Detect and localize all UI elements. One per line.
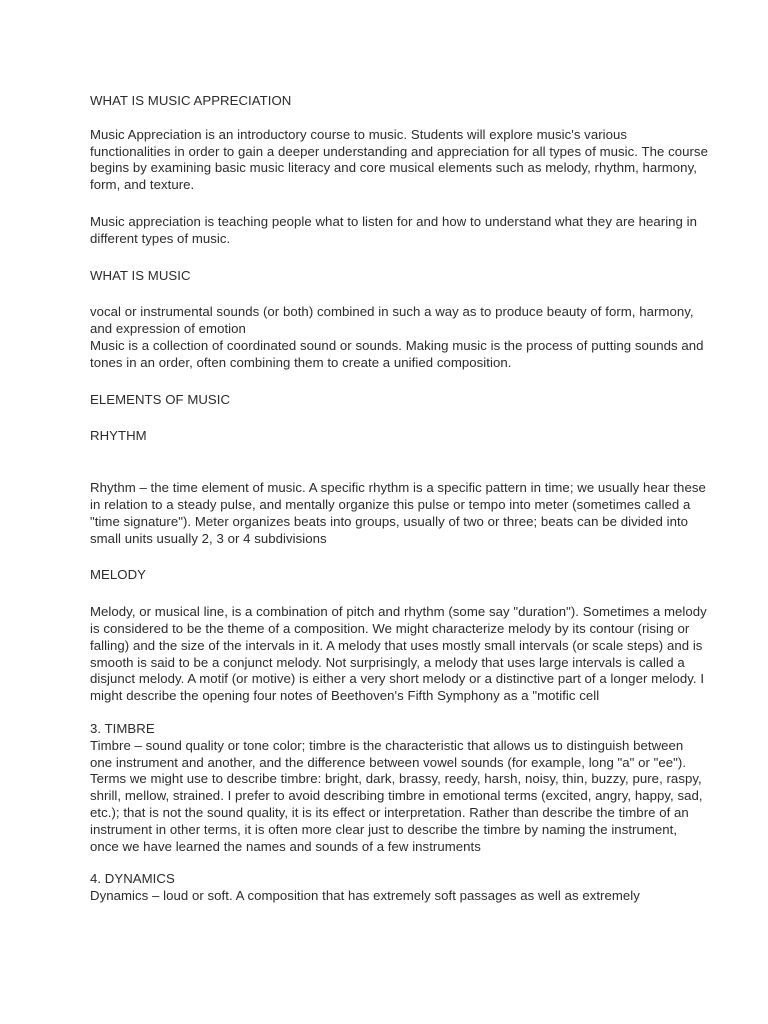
section-heading-rhythm: RHYTHM (90, 428, 147, 444)
section-heading-what-is-music: WHAT IS MUSIC (90, 267, 191, 283)
intro-paragraph-1: Music Appreciation is an introductory course to music. Students will explore music's various functionalities in order to gain a deeper understanding and appreciation for all types of music. The course begins by examining basic music literacy and core musical elements such as melody, rhythm, harmony, form, and texture. (90, 126, 708, 193)
music-definition-1: vocal or instrumental sounds (or both) combined in such a way as to produce beauty of form, harmony, and expression of emotion (90, 304, 694, 337)
section-heading-dynamics: 4. DYNAMICS (90, 871, 175, 887)
section-heading-melody: MELODY (90, 567, 146, 583)
timbre-paragraph: Timbre – sound quality or tone color; timbre is the characteristic that allows us to distinguish between one instrument and another, and the difference between vowel sounds (for example, long "a" or "ee"). Terms we might use to describe timbre: bright, dark, brassy, reedy, harsh, noisy, thin, buzzy, pure, raspy, shrill, mellow, strained. I prefer to avoid describing timbre in emotional terms (excited, angry, happy, sad, etc.); that is not the sound quality, it is its effect or interpretation. Rather than describe the timbre of an instrument in other terms, it is often more clear just to describe the timbre by naming the instrument, once we have learned the names and sounds of a few instruments (90, 737, 703, 854)
melody-paragraph: Melody, or musical line, is a combination of pitch and rhythm (some say "duration"). Sometimes a melody is considered to be the theme of a composition. We might characterize melody by its contour (rising or falling) and the size of the intervals in it. A melody that uses mostly small intervals (or scale steps) and is smooth is said to be a conjunct melody. Not surprisingly, a melody that uses large intervals is called a disjunct melody. A motif (or motive) is either a very short melody or a distinctive part of a longer melody. I might describe the opening four notes of Beethoven's Fifth Symphony as a "motific cell (90, 604, 707, 704)
rhythm-paragraph: Rhythm – the time element of music. A specific rhythm is a specific pattern in time; we usually hear these in relation to a steady pulse, and mentally organize this pulse or tempo into meter (sometimes called a "time signature"). Meter organizes beats into groups, usually of two or three; beats can be divided into small units usually 2, 3 or 4 subdivisions (90, 480, 706, 546)
section-heading-timbre: 3. TIMBRE (90, 720, 155, 736)
document-title: WHAT IS MUSIC APPRECIATION (90, 93, 292, 108)
intro-paragraph-2: Music appreciation is teaching people what to listen for and how to understand what they are hearing in different types of music. (90, 213, 698, 246)
music-definition-2: Music is a collection of coordinated sound or sounds. Making music is the process of putting sounds and tones in an order, often combining them to create a unified composition. (90, 337, 704, 370)
document-body (90, 93, 708, 905)
section-heading-elements: ELEMENTS OF MUSIC (90, 391, 231, 407)
dynamics-paragraph: Dynamics – loud or soft. A composition that has extremely soft passages as well as extremely (90, 888, 640, 904)
